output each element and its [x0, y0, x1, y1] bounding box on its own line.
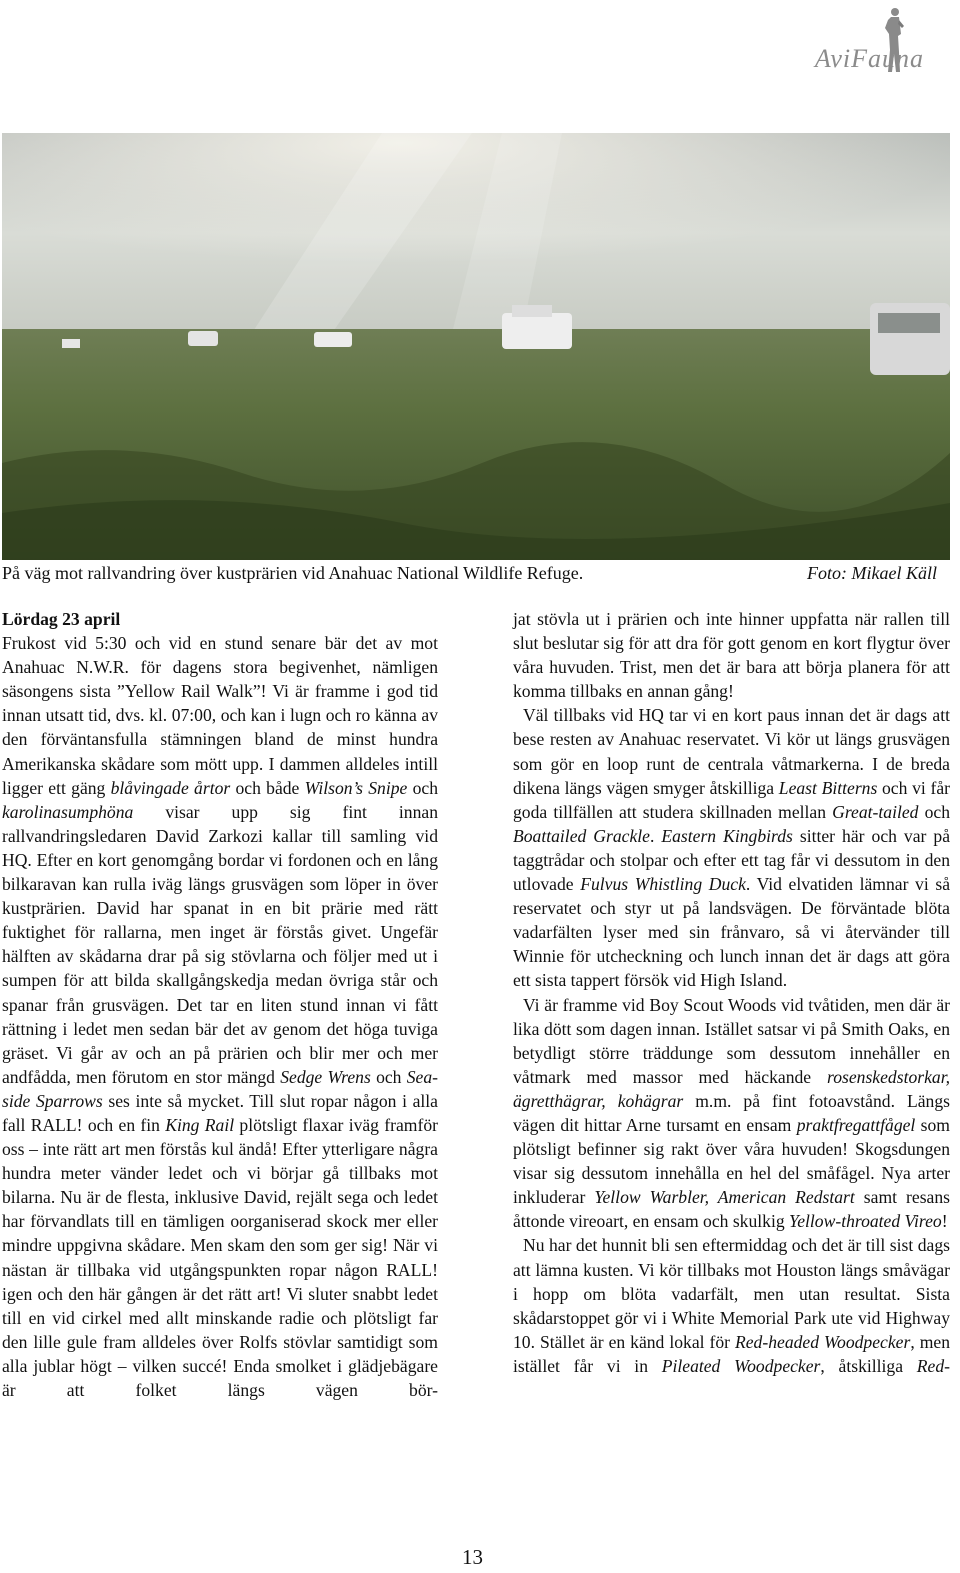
text-run: , åtskilliga — [820, 1355, 917, 1376]
text-run: plötsligt flaxar iväg framför oss – inte rätt art men förstås kul ändå! Efter ytterligare några hundra meter vänder ledet och vi börjar gå tillbaks mot bilarna. Nu är de flesta, inklusive David, rejält sega och ledet har förvandlats till en tämligen oorganiserad skock mer eller mindre uppgivna skådare. Men skam den som ger sig! När vi nästan är tillbaka vid utgångspunkten ropar någon RALL! igen och den här gången är det rätt art! Vi sluter snabbt ledet till en vid cirkel med allt minskande radie och plötsligt far den lille gule fram alldeles över Rolfs stövlar samtidigt som alla jublar högt – vilken succé! Enda smolket i glädjebägare är att folket längs vägen bör- — [2, 1114, 438, 1400]
section-heading: Lördag 23 april — [2, 609, 121, 629]
species-name: Wilson’s Snipe — [304, 777, 408, 798]
species-name: Fulvus Whistling Duck — [580, 874, 746, 895]
text-run: Väl tillbaks vid HQ tar vi en kort paus innan det är dags att bese resten av Anahuac reservatet. Vi kör ut längs grusvägen som gör en loop runt de centrala våtmarkerna. I de breda dikena längs vägen smyger åtskilliga — [513, 705, 950, 798]
text-run: ses inte så mycket. Till slut ropar någon i alla fall RALL! och en fin — [2, 1090, 438, 1135]
text-run: sitter här och var på taggtrådar och stolpar och efter ett tag får vi dessutom in den utlovade — [513, 825, 951, 895]
text-run: och — [918, 801, 950, 822]
page-number: 13 — [462, 1545, 483, 1569]
text-run: och — [370, 1066, 407, 1087]
paragraph — [2, 631, 438, 1402]
paragraph — [513, 1233, 950, 1378]
prairie-photo — [2, 133, 950, 560]
species-name: Sedge Wrens — [280, 1066, 371, 1087]
text-run: . Vid elvatiden lämnar vi så reservatet och styr ut på landsvägen. De förväntade blöta vadarfälten lyser med sin frånvaro, så vi återvänder till Winnie för utcheckning och lunch innan det är dags att göra ett sista tappert försök vid High Island. — [513, 874, 951, 991]
photo-caption — [2, 561, 937, 585]
prairie-landscape-image — [2, 133, 950, 560]
species-name: Pileated Woodpecker — [661, 1355, 821, 1376]
species-name: praktfregattfågel — [796, 1114, 916, 1135]
text-run: , men istället får vi in — [513, 1331, 950, 1376]
text-run: m.m. på fint fotoavstånd. Längs vägen dit hittar Arne tursamt en ensam — [513, 1090, 950, 1135]
article-column-right — [513, 607, 950, 1378]
species-name: Boattailed Grackle — [513, 825, 650, 846]
text-run: samt resans åttonde vireoart, en ensam och skulkig — [513, 1187, 951, 1232]
article-column-left — [2, 607, 438, 1402]
species-name: Red- — [916, 1355, 950, 1376]
species-name: Yellow Warbler, American Redstart — [594, 1187, 855, 1208]
text-run: . — [649, 825, 662, 846]
text-run: som plötsligt befinner sig rakt över våra huvuden! Skogsdungen visar sig dessutom innehålla en hel del småfågel. Nya arter inkluderar — [513, 1114, 950, 1208]
species-name: Seaside Sparrows — [2, 1066, 438, 1111]
caption-text: På väg mot rallvandring över kustprärien vid Anahuac National Wildlife Refuge. — [2, 563, 584, 583]
text-run: Nu har det hunnit bli sen eftermiddag och det är till sist dags att lämna kusten. Vi kör tillbaks mot Houston längs småvägar i hopp om blöta vadarfält, men utan resultat. Sista skådarstoppet gör vi i White Memorial Park ute vid Highway 10. Stället är en känd lokal för — [513, 1235, 950, 1352]
logo-text: AviFauna — [814, 44, 924, 73]
species-name: King Rail — [165, 1114, 235, 1135]
paragraph — [513, 703, 950, 992]
text-run: jat stövla ut i prärien och inte hinner uppfatta när rallen till slut beslutar sig för att dra för gott genom en kort flygtur över våra huvuden. Trist, men det är bara att börja planera för att komma tillbaks en annan gång! — [513, 609, 950, 702]
text-run: visar upp sig fint innan rallvandringsledaren David Zarkozi kallar till samling vid HQ. Efter en kort genomgång bordar vi fordonen och en lång bilkaravan kan rulla iväg längs grusvägen som löper in över kustprärien. David har spanat in en bit prärie med rätt fuktighet för rallarna, men inget är förstås givet. Ungefär hälften av skådarna drar på sig stövlarna och följer med ut i sumpen för att bilda skallgångskedja medan övriga står och spanar från grusvägen. Det tar en liten stund innan vi fått rättning i ledet men sedan bär det av genom det höga tuviga gräset. Vi går av och an på prärien och blir mer och mer andfådda, men förutom en stor mängd — [2, 801, 438, 1087]
text-run: Vi är framme vid Boy Scout Woods vid tvåtiden, men där är lika dött som dagen innan. Istället satsar vi på Smith Oaks, en betydligt större träddunge som dessutom innehåller en våtmark med massor med häckande — [513, 994, 950, 1087]
text-run: och vi får goda tillfällen att studera skillnaden mellan — [513, 777, 950, 822]
species-name: Red-headed Woodpecker — [735, 1331, 911, 1352]
paragraph — [513, 607, 950, 703]
text-run: och — [407, 777, 438, 798]
paragraph — [513, 993, 950, 1234]
text-run: Frukost vid 5:30 och vid en stund senare bär det av mot Anahuac N.W.R. för dagens stora begivenhet, nämligen säsongens sista ”Yellow Rail Walk”! Vi är framme i god tid innan utsatt tid, dvs. kl. 07:00, och kan i lugn och ro känna av den förväntansfulla stämningen bland de minst hundra Amerikanska skådare som mött upp. I dammen alldeles intill ligger ett gäng — [2, 633, 438, 798]
photo-credit: Foto: Mikael Käll — [807, 563, 937, 583]
text-run: ! — [941, 1211, 948, 1232]
species-name: Least Bitterns — [778, 777, 878, 798]
right-paragraphs — [513, 607, 950, 1378]
species-name: blåvingade årtor — [110, 777, 231, 798]
left-paragraphs — [2, 631, 438, 1402]
species-name: karolinasumphöna — [2, 801, 134, 822]
species-name: Eastern Kingbirds — [661, 825, 793, 846]
species-name: Great-tailed — [832, 801, 919, 822]
text-run: och både — [230, 777, 305, 798]
species-name: Yellow-throated Vireo — [789, 1211, 942, 1232]
species-name: rosenskedstorkar, ägretthägrar, kohägrar — [513, 1066, 950, 1111]
